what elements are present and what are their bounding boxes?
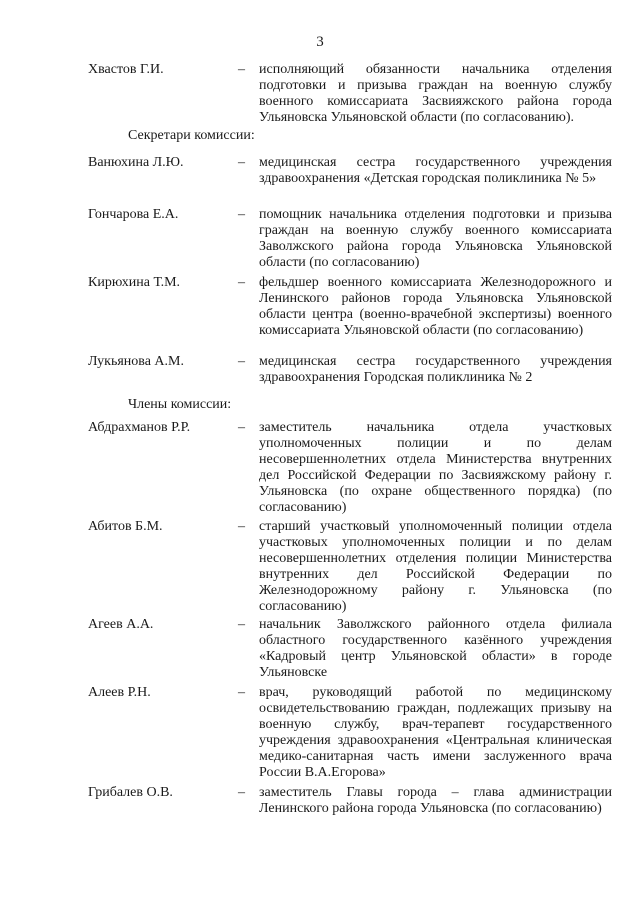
member-position: заместитель начальника отдела участковых уполномоченных полиции и по делам несовершеннолетних отдела Министерства внутренних дел Российской Федерации по Засвияжскому району г. Ульяновска (по охране общественного порядка) (по согласованию) bbox=[259, 420, 612, 515]
member-name: Хвастов Г.И. bbox=[88, 62, 164, 77]
member-position: заместитель Главы города – глава администрации Ленинского района города Ульяновска (по согласованию) bbox=[259, 785, 612, 816]
entry-dash: – bbox=[238, 275, 245, 290]
member-name: Гончарова Е.А. bbox=[88, 207, 179, 222]
member-name: Алеев Р.Н. bbox=[88, 685, 151, 700]
member-position: медицинская сестра государственного учреждения здравоохранения Городская поликлиника № 2 bbox=[259, 354, 612, 385]
entry-dash: – bbox=[238, 785, 245, 800]
entry-dash: – bbox=[238, 207, 245, 222]
member-name: Абдрахманов Р.Р. bbox=[88, 420, 191, 435]
member-position: фельдшер военного комиссариата Железнодорожного и Ленинского районов города Ульяновска Ульяновской области центра (военно-врачебной экспертизы) военного комиссариата Ульяновской области (по согласованию) bbox=[259, 275, 612, 338]
entry-dash: – bbox=[238, 685, 245, 700]
member-position: начальник Заволжского районного отдела филиала областного государственного казённого учреждения «Кадровый центр Ульяновской области» в городе Ульяновске bbox=[259, 617, 612, 680]
entry-dash: – bbox=[238, 155, 245, 170]
entry-dash: – bbox=[238, 62, 245, 77]
section-heading-members: Члены комиссии: bbox=[128, 397, 232, 412]
member-position: помощник начальника отделения подготовки и призыва граждан на военную службу военного комиссариата Заволжского района города Ульяновска Ульяновской области (по согласованию) bbox=[259, 207, 612, 270]
member-name: Кирюхина Т.М. bbox=[88, 275, 181, 290]
page-number: 3 bbox=[316, 34, 324, 50]
entry-dash: – bbox=[238, 617, 245, 632]
entry-dash: – bbox=[238, 519, 245, 534]
entry-dash: – bbox=[238, 354, 245, 369]
member-name: Агеев А.А. bbox=[88, 617, 154, 632]
section-heading-secretaries: Секретари комиссии: bbox=[128, 128, 255, 143]
member-position: исполняющий обязанности начальника отделения подготовки и призыва граждан на военную службу военного комиссариата Засвияжского района города Ульяновска Ульяновской области (по согласованию). bbox=[259, 62, 612, 125]
member-name: Лукьянова А.М. bbox=[88, 354, 184, 369]
member-position: медицинская сестра государственного учреждения здравоохранения «Детская городская поликлиника № 5» bbox=[259, 155, 612, 186]
member-name: Абитов Б.М. bbox=[88, 519, 163, 534]
member-name: Грибалев О.В. bbox=[88, 785, 173, 800]
entry-dash: – bbox=[238, 420, 245, 435]
member-position: врач, руководящий работой по медицинскому освидетельствованию граждан, подлежащих призыву на военную службу, врач-терапевт государственного учреждения здравоохранения «Центральная клиническая медико-санитарная часть имени заслуженного врача России В.А.Егорова» bbox=[259, 685, 612, 780]
member-position: старший участковый уполномоченный полиции отдела участковых уполномоченных полиции и по делам несовершеннолетних отделения полиции Министерства внутренних дел Российской Федерации по Железнодорожному району г. Ульяновска (по согласованию) bbox=[259, 519, 612, 614]
member-name: Ванюхина Л.Ю. bbox=[88, 155, 184, 170]
